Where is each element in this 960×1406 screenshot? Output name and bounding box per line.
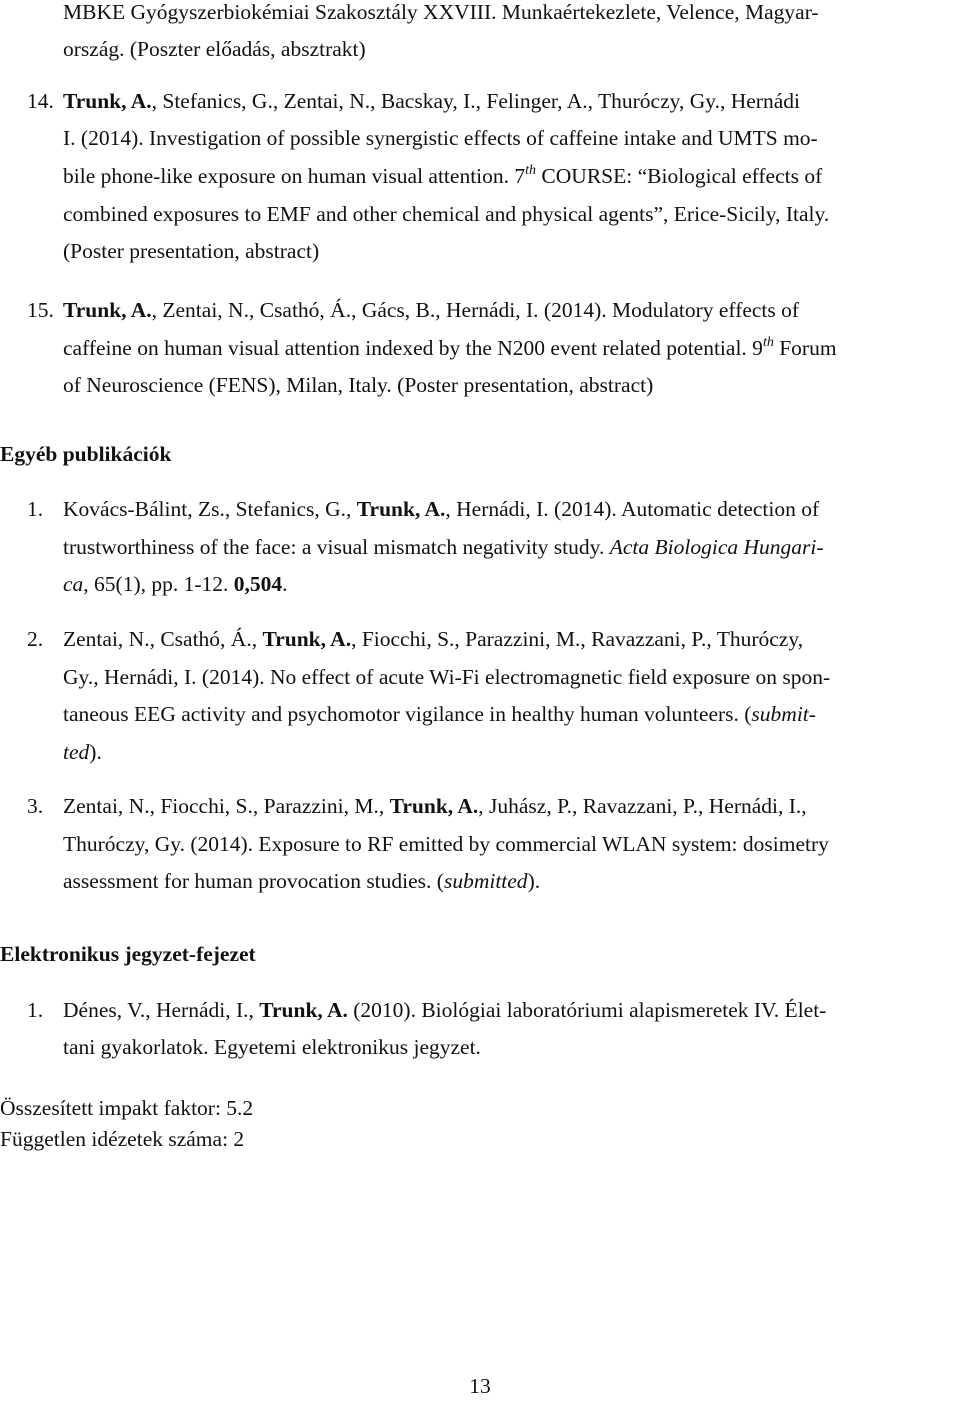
text-span: , Hernádi, I. (2014). Automatic detection of [445, 497, 820, 521]
journal-name: Acta Biologica Hungari- [609, 535, 824, 559]
item-line [63, 992, 958, 1030]
text-span: COURSE: “Biological effects of [536, 164, 823, 188]
author-highlight: Trunk, A. [356, 497, 446, 521]
citations-summary: Független idézetek száma: 2 [0, 1127, 245, 1151]
author-highlight: Trunk, A. [259, 998, 348, 1022]
item-line [63, 566, 958, 604]
item-number: 2. [27, 627, 44, 651]
item-line: (Poster presentation, abstract) [63, 239, 320, 263]
item-line [63, 330, 958, 368]
text-span: , Juhász, P., Ravazzani, P., Hernádi, I., [478, 794, 807, 818]
item-line [63, 292, 958, 330]
text-span: Zentai, N., Fiocchi, S., Parazzini, M., [63, 794, 390, 818]
author-highlight: Trunk, A. [63, 89, 152, 113]
status-italic: ted [63, 740, 90, 764]
item-number: 3. [27, 794, 44, 818]
author-highlight: Trunk, A. [262, 627, 352, 651]
item-number: 15. [27, 298, 54, 322]
status-italic: submit- [751, 702, 816, 726]
item-line: I. (2014). Investigation of possible synergistic effects of caffeine intake and UMTS mo- [63, 126, 818, 150]
item-line: Thuróczy, Gy. (2014). Exposure to RF emitted by commercial WLAN system: dosimetry [63, 832, 829, 856]
section-heading: Egyéb publikációk [0, 442, 172, 466]
item-line [63, 734, 958, 772]
impact-factor: 0,504 [233, 572, 283, 596]
text-span: Zentai, N., Csathó, Á., [63, 627, 263, 651]
status-italic: submitted [443, 869, 528, 893]
item-line [63, 621, 958, 659]
text-span: bile phone-like exposure on human visual attention. 7 [63, 164, 526, 188]
continuation-line-1: MBKE Gyógyszerbiokémiai Szakosztály XXVIII. Munkaértekezlete, Velence, Magyar- [63, 0, 819, 24]
text-span: ). [527, 869, 541, 893]
text-span: Dénes, V., Hernádi, I., [63, 998, 260, 1022]
item-line: Gy., Hernádi, I. (2014). No effect of acute Wi-Fi electromagnetic field exposure on spon- [63, 665, 831, 689]
item-line: combined exposures to EMF and other chemical and physical agents”, Erice-Sicily, Italy. [63, 202, 830, 226]
text-span: Kovács-Bálint, Zs., Stefanics, G., [63, 497, 357, 521]
item-line: tani gyakorlatok. Egyetemi elektronikus jegyzet. [63, 1035, 481, 1059]
text-span: assessment for human provocation studies. ( [63, 869, 444, 893]
authors-text: , Stefanics, G., Zentai, N., Bacskay, I., Felinger, A., Thuróczy, Gy., Hernádi [151, 89, 800, 113]
text-span: , 65(1), pp. 1-12. [83, 572, 234, 596]
text-span: . [282, 572, 288, 596]
item-line: of Neuroscience (FENS), Milan, Italy. (Poster presentation, abstract) [63, 373, 654, 397]
author-highlight: Trunk, A. [389, 794, 479, 818]
text-span: caffeine on human visual attention indexed by the N200 event related potential. 9 [63, 336, 763, 360]
text-span: , Zentai, N., Csathó, Á., Gács, B., Hernádi, I. (2014). Modulatory effects of [151, 298, 800, 322]
page-number: 13 [469, 1374, 491, 1398]
section-heading: Elektronikus jegyzet-fejezet [0, 942, 256, 966]
item-number: 1. [27, 497, 44, 521]
item-line [63, 491, 958, 529]
journal-name: ca [63, 572, 84, 596]
continuation-line-2: ország. (Poszter előadás, absztrakt) [63, 37, 366, 61]
item-line [63, 788, 958, 826]
item-line [63, 863, 958, 901]
text-span: , Fiocchi, S., Parazzini, M., Ravazzani, P., Thuróczy, [351, 627, 804, 651]
item-line [63, 529, 958, 567]
item-line [63, 696, 958, 734]
item-line [63, 158, 958, 196]
superscript: th [525, 163, 537, 178]
text-span: taneous EEG activity and psychomotor vigilance in healthy human volunteers. ( [63, 702, 752, 726]
item-number: 1. [27, 998, 44, 1022]
text-span: ). [89, 740, 102, 764]
impact-factor-summary: Összesített impakt faktor: 5.2 [0, 1096, 254, 1120]
superscript: th [762, 335, 774, 350]
text-span: trustworthiness of the face: a visual mismatch negativity study. [63, 535, 610, 559]
text-span: (2010). Biológiai laboratóriumi alapismeretek IV. Élet- [347, 998, 827, 1022]
author-highlight: Trunk, A. [63, 298, 152, 322]
item-number: 14. [27, 89, 54, 113]
text-span: Forum [773, 336, 837, 360]
item-line [63, 83, 958, 121]
